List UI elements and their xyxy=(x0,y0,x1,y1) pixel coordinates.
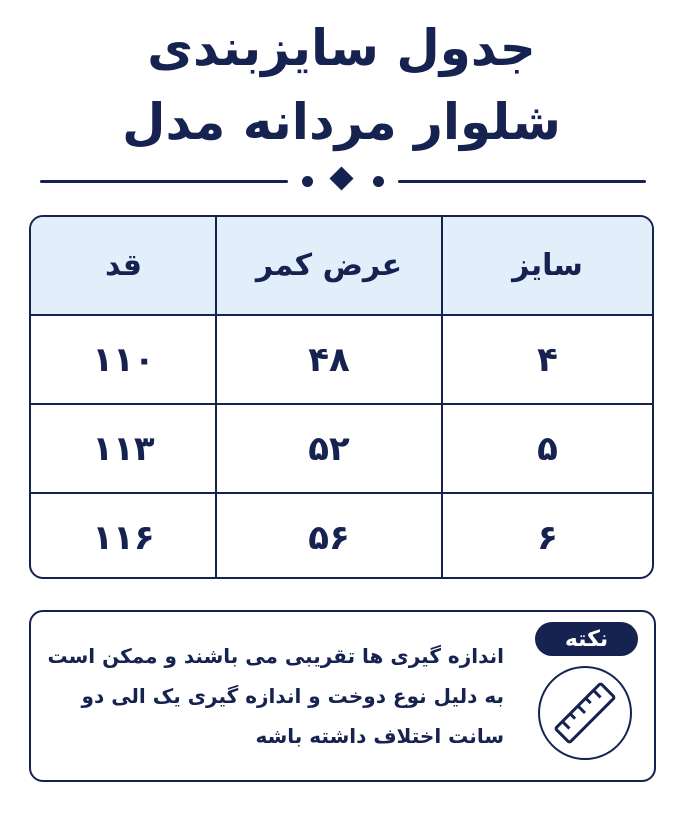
divider-line-left xyxy=(40,180,288,183)
header-size: سایز xyxy=(512,248,583,283)
cell-length: ۱۱۰ xyxy=(32,316,217,403)
table-row xyxy=(31,314,652,403)
table-row xyxy=(31,403,652,492)
divider-dot-right xyxy=(373,176,384,187)
note-box xyxy=(29,610,656,782)
note-line: سانت اختلاف داشته باشه xyxy=(255,724,504,748)
header-waist-width: عرض کمر xyxy=(217,217,443,314)
cell-waist-width: ۴۸ xyxy=(217,316,443,403)
note-text xyxy=(47,636,504,756)
ornamental-divider xyxy=(40,171,646,191)
note-line: اندازه گیری ها تقریبی می باشند و ممکن است xyxy=(47,644,504,668)
header-length: قد xyxy=(32,217,217,314)
cell-size: ۴ xyxy=(537,339,558,380)
table-row xyxy=(31,492,652,579)
page-title: جدول سایزبندی xyxy=(147,19,536,77)
size-table xyxy=(29,215,654,579)
ruler-icon xyxy=(538,666,632,760)
cell-size: ۶ xyxy=(537,517,558,558)
note-line: به دلیل نوع دوخت و اندازه گیری یک الی دو xyxy=(81,684,504,708)
page-subtitle: شلوار مردانه مدل xyxy=(122,93,561,151)
cell-size: ۵ xyxy=(537,428,558,469)
cell-length: ۱۱۶ xyxy=(32,494,217,579)
divider-dot-left xyxy=(302,176,313,187)
table-header-row xyxy=(31,217,652,314)
divider-line-right xyxy=(398,180,646,183)
cell-waist-width: ۵۲ xyxy=(217,405,443,492)
cell-length: ۱۱۳ xyxy=(32,405,217,492)
note-badge: نکته xyxy=(535,622,638,656)
divider-diamond xyxy=(329,166,353,190)
cell-waist-width: ۵۶ xyxy=(217,494,443,579)
